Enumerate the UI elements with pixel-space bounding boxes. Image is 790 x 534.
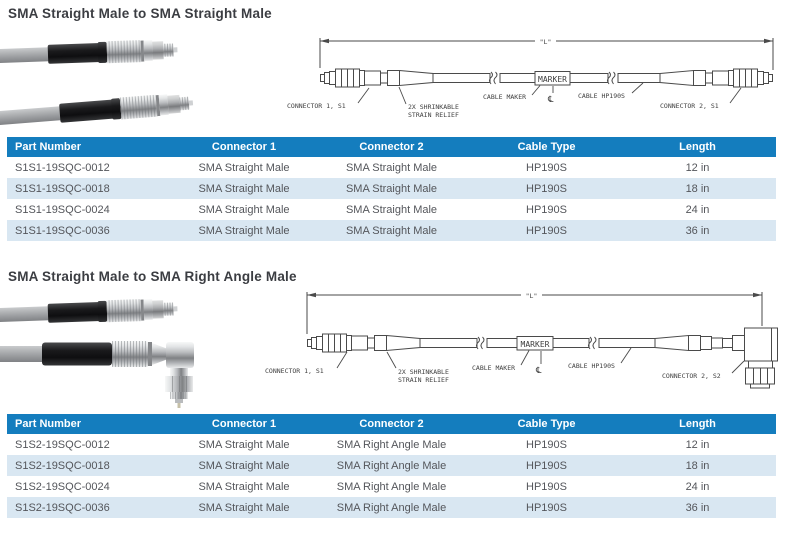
connector-1-callout: CONNECTOR 1, S1: [265, 367, 324, 375]
cable-type-cell: HP190S: [526, 438, 567, 451]
connector-2-callout: CONNECTOR 2, S2: [662, 372, 721, 380]
cable-type-cell: HP190S: [526, 203, 567, 216]
connector-2-cell: SMA Right Angle Male: [309, 455, 474, 476]
length-cell: 36 in: [619, 220, 776, 241]
cable-maker-callout: CABLE MAKER: [483, 93, 527, 101]
photo-sma-straight-to-straight: [0, 30, 280, 130]
connector-1-cell: SMA Straight Male: [179, 497, 309, 518]
dim-arrow-left: [307, 293, 316, 297]
strain-relief-callout-line1: 2X SHRINKABLE: [408, 103, 459, 111]
header-cable-type: Cable Type: [474, 414, 619, 434]
header-part-number: Part Number: [7, 137, 179, 157]
part-number-cell: S1S1-19SQC-0036: [7, 220, 179, 241]
part-number-cell: S1S2-19SQC-0036: [7, 497, 179, 518]
connector-2-callout: CONNECTOR 2, S1: [660, 102, 719, 110]
dim-arrow-right: [764, 39, 773, 43]
length-cell: 24 in: [685, 480, 710, 493]
table-row: [7, 199, 776, 220]
centerline-icon: ℄: [536, 366, 542, 376]
connector-2-cell: SMA Straight Male: [309, 220, 474, 241]
connector-2-cell: SMA Straight Male: [345, 203, 438, 216]
header-part-number: Part Number: [7, 414, 179, 434]
strain-relief-callout-line1: 2X SHRINKABLE: [398, 368, 449, 376]
cable-type-callout: CABLE HP190S: [568, 362, 615, 370]
cable-type-cell: HP190S: [526, 480, 567, 493]
cable-type-cell: HP190S: [526, 161, 567, 174]
marker-box-label: MARKER: [538, 75, 567, 84]
table-row: [7, 157, 776, 178]
connector-2-cell: SMA Straight Male: [309, 178, 474, 199]
length-dimension-label: "L": [525, 292, 538, 300]
marker-box-label: MARKER: [520, 340, 550, 349]
header-connector-2: Connector 2: [309, 414, 474, 434]
table-row: [7, 497, 776, 518]
connector-1-callout: CONNECTOR 1, S1: [287, 102, 346, 110]
part-number-cell: S1S1-19SQC-0024: [15, 203, 110, 216]
length-cell: 36 in: [619, 497, 776, 518]
section-1-title: SMA Straight Male to SMA Straight Male: [8, 6, 272, 21]
cable-assembly-right-angle-bottom: [0, 341, 194, 408]
cable-assembly-straight-bottom: [0, 92, 194, 130]
connector-1-cell: SMA Straight Male: [198, 161, 290, 174]
length-cell: 12 in: [685, 161, 710, 174]
part-number-cell: S1S2-19SQC-0012: [15, 438, 110, 451]
connector-1-cell: SMA Straight Male: [198, 438, 290, 451]
table-row: [7, 178, 776, 199]
length-cell: 18 in: [619, 178, 776, 199]
part-number-cell: S1S2-19SQC-0018: [7, 455, 179, 476]
length-cell: 24 in: [685, 203, 710, 216]
connector-1-cell: SMA Straight Male: [179, 220, 309, 241]
part-number-cell: S1S2-19SQC-0024: [15, 480, 110, 493]
strain-relief-callout-line2: STRAIN RELIEF: [408, 111, 459, 119]
header-connector-1: Connector 1: [179, 137, 309, 157]
centerline-icon: ℄: [548, 95, 554, 105]
dim-arrow-right: [753, 293, 762, 297]
parts-table-straight-right-angle: [7, 414, 776, 518]
drawn-connector-2: [660, 69, 773, 87]
table-row: [7, 434, 776, 455]
header-length: Length: [619, 414, 776, 434]
part-number-cell: S1S1-19SQC-0012: [15, 161, 110, 174]
photo-sma-straight-to-right-angle: [0, 298, 280, 410]
connector-1-cell: SMA Straight Male: [179, 178, 309, 199]
header-connector-2: Connector 2: [309, 137, 474, 157]
strain-relief-callout-line2: STRAIN RELIEF: [398, 376, 449, 384]
cable-type-cell: HP190S: [474, 455, 619, 476]
drawn-connector-1: [308, 334, 421, 352]
cable-maker-callout: CABLE MAKER: [472, 364, 516, 372]
connector-1-cell: SMA Straight Male: [198, 203, 290, 216]
length-dimension-label: "L": [539, 38, 552, 46]
connector-2-cell: SMA Right Angle Male: [336, 480, 447, 493]
connector-2-cell: SMA Right Angle Male: [309, 497, 474, 518]
table-row: [7, 220, 776, 241]
connector-2-cell: SMA Right Angle Male: [336, 438, 447, 451]
part-number-cell: S1S1-19SQC-0018: [7, 178, 179, 199]
drawn-connector-1: [321, 69, 434, 87]
dim-arrow-left: [320, 39, 329, 43]
header-cable-type: Cable Type: [474, 137, 619, 157]
header-connector-1: Connector 1: [179, 414, 309, 434]
table-row: [7, 476, 776, 497]
cable-assembly-straight-top: [0, 39, 178, 67]
cable-type-cell: HP190S: [474, 497, 619, 518]
connector-1-cell: SMA Straight Male: [179, 455, 309, 476]
length-cell: 12 in: [685, 438, 710, 451]
table-row: [7, 455, 776, 476]
header-length: Length: [619, 137, 776, 157]
length-cell: 18 in: [619, 455, 776, 476]
section-2-title: SMA Straight Male to SMA Right Angle Male: [8, 269, 297, 284]
connector-2-cell: SMA Straight Male: [345, 161, 438, 174]
table-header-row: [7, 414, 776, 434]
table-header-row: [7, 137, 776, 157]
cable-type-cell: HP190S: [474, 220, 619, 241]
parts-table-straight-straight: [7, 137, 776, 241]
cable-assembly-straight-top: [0, 298, 178, 326]
drawing-sma-straight-to-right-angle: [265, 282, 790, 394]
cable-type-callout: CABLE HP190S: [578, 92, 625, 100]
drawing-sma-straight-to-straight: [282, 28, 790, 125]
connector-1-cell: SMA Straight Male: [198, 480, 290, 493]
cable-type-cell: HP190S: [474, 178, 619, 199]
